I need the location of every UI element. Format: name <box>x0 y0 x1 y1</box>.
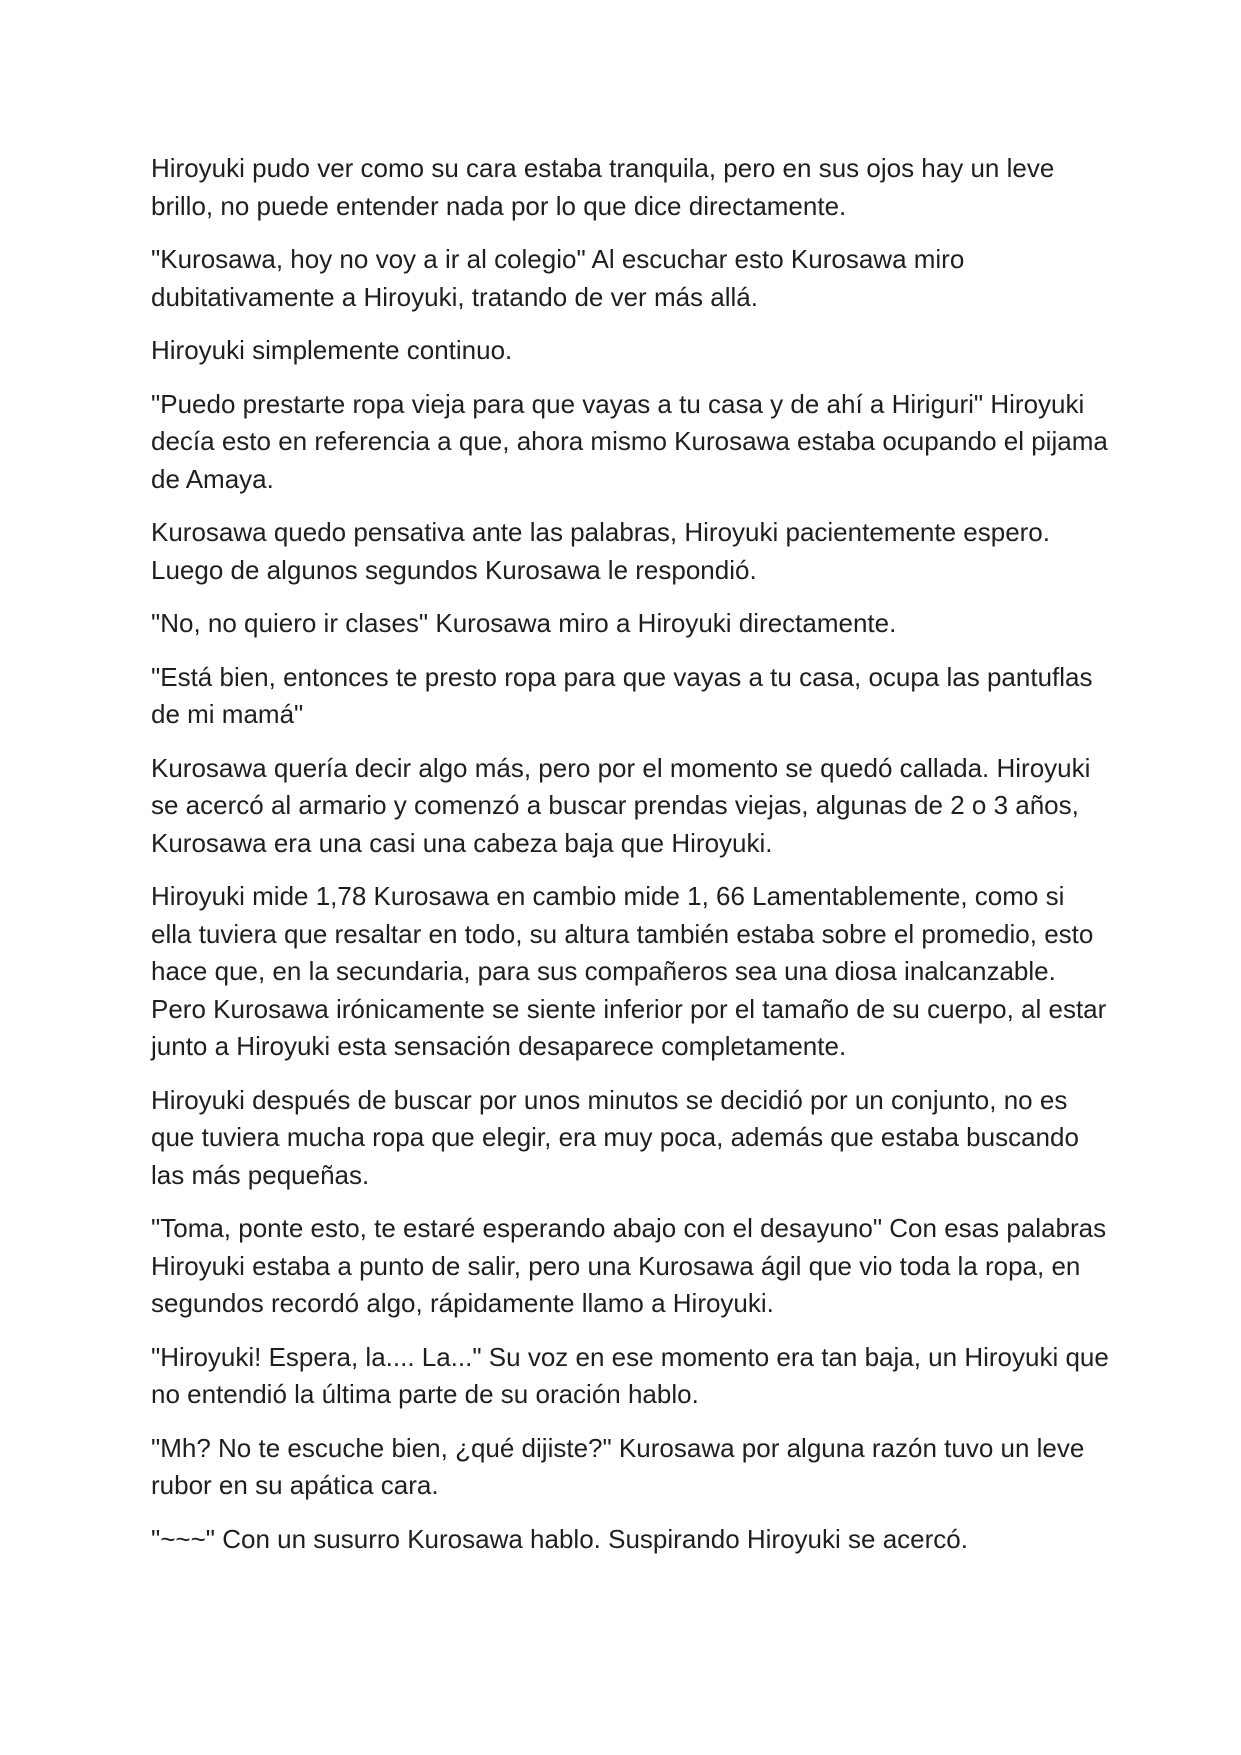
paragraph-7: "Está bien, entonces te presto ropa para que vayas a tu casa, ocupa las pantuflas de mi mamá" <box>151 661 1093 729</box>
paragraph-5: Kurosawa quedo pensativa ante las palabras, Hiroyuki pacientemente espero. Luego de algunos segundos Kurosawa le respondió. <box>151 517 1050 585</box>
paragraph-6: "No, no quiero ir clases" Kurosawa miro a Hiroyuki directamente. <box>151 608 897 638</box>
paragraph-9: Hiroyuki mide 1,78 Kurosawa en cambio mide 1, 66 Lamentablemente, como si ella tuviera que resaltar en todo, su altura también estaba sobre el promedio, esto hace que, en la secundaria, para sus compañeros sea una diosa inalcanzable. Pero Kurosawa irónicamente se siente inferior por el tamaño de su cuerpo, al estar junto a Hiroyuki esta sensación desaparece completamente. <box>151 881 1107 1061</box>
paragraph-1: Hiroyuki pudo ver como su cara estaba tranquila, pero en sus ojos hay un leve brillo, no puede entender nada por lo que dice directamente. <box>151 153 1055 221</box>
paragraph-13: "Mh? No te escuche bien, ¿qué dijiste?" Kurosawa por alguna razón tuvo un leve rubor en su apática cara. <box>151 1432 1085 1500</box>
paragraph-11: "Toma, ponte esto, te estaré esperando abajo con el desayuno" Con esas palabras Hiroyuki estaba a punto de salir, pero una Kurosawa ágil que vio toda la ropa, en segundos recordó algo, rápidamente llamo a Hiroyuki. <box>151 1213 1107 1318</box>
paragraph-2: "Kurosawa, hoy no voy a ir al colegio" Al escuchar esto Kurosawa miro dubitativamente a Hiroyuki, tratando de ver más allá. <box>151 244 965 312</box>
paragraph-3: Hiroyuki simplemente continuo. <box>151 335 513 365</box>
paragraph-10: Hiroyuki después de buscar por unos minutos se decidió por un conjunto, no es que tuviera mucha ropa que elegir, era muy poca, además que estaba buscando las más pequeñas. <box>151 1084 1079 1190</box>
document-page <box>151 150 1111 1574</box>
paragraph-14: "~~~" Con un susurro Kurosawa hablo. Suspirando Hiroyuki se acercó. <box>151 1523 968 1554</box>
paragraph-12: "Hiroyuki! Espera, la.... La..." Su voz en ese momento era tan baja, un Hiroyuki que no entendió la última parte de su oración hablo. <box>151 1341 1109 1409</box>
paragraph-4: "Puedo prestarte ropa vieja para que vayas a tu casa y de ahí a Hiriguri" Hiroyuki decía esto en referencia a que, ahora mismo Kurosawa estaba ocupando el pijama de Amaya. <box>151 388 1108 494</box>
paragraph-8: Kurosawa quería decir algo más, pero por el momento se quedó callada. Hiroyuki se acercó al armario y comenzó a buscar prendas viejas, algunas de 2 o 3 años, Kurosawa era una casi una cabeza baja que Hiroyuki. <box>151 752 1091 858</box>
